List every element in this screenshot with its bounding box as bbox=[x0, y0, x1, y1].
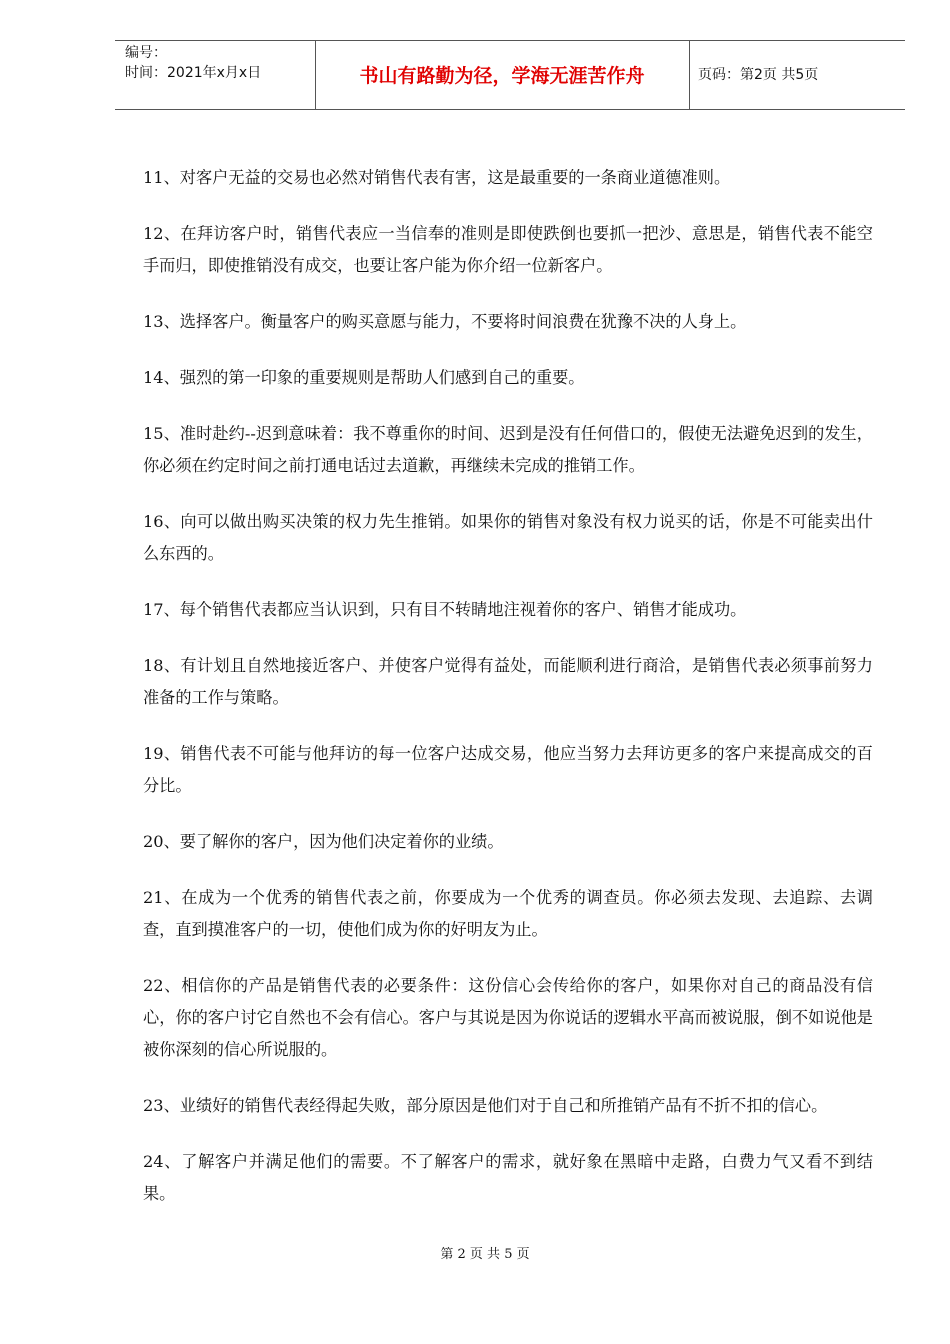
motto-text: 书山有路勤为径，学海无涯苦作舟 bbox=[359, 65, 645, 87]
paragraph: 14、强烈的第一印象的重要规则是帮助人们感到自己的重要。 bbox=[143, 368, 585, 387]
paragraph: 21、在成为一个优秀的销售代表之前，你要成为一个优秀的调查员。你必须去发现、去追踪、去调查，直到摸准客户的一切，使他们成为你的好明友为止。 bbox=[143, 888, 873, 939]
header-motto-cell bbox=[315, 41, 690, 109]
paragraph: 16、向可以做出购买决策的权力先生推销。如果你的销售对象没有权力说买的话，你是不可能卖出什么东西的。 bbox=[143, 512, 873, 563]
paragraph: 22、相信你的产品是销售代表的必要条件：这份信心会传给你的客户，如果你对自己的商品没有信心，你的客户讨它自然也不会有信心。客户与其说是因为你说话的逻辑水平高而被说服，倒不如说他是被你深刻的信心所说服的。 bbox=[143, 976, 873, 1059]
header-page-info: 页码：第2页 共5页 bbox=[698, 67, 819, 83]
paragraph: 23、业绩好的销售代表经得起失败，部分原因是他们对于自己和所推销产品有不折不扣的信心。 bbox=[143, 1096, 828, 1115]
paragraph: 11、对客户无益的交易也必然对销售代表有害，这是最重要的一条商业道德准则。 bbox=[143, 168, 731, 187]
paragraph: 18、有计划且自然地接近客户、并使客户觉得有益处，而能顺利进行商洽，是销售代表必须事前努力准备的工作与策略。 bbox=[143, 656, 873, 707]
header-page-cell bbox=[690, 41, 905, 109]
page-header bbox=[115, 40, 905, 110]
paragraph: 24、了解客户并满足他们的需要。不了解客户的需求，就好象在黑暗中走路，白费力气又看不到结果。 bbox=[143, 1152, 873, 1203]
paragraph: 13、选择客户。衡量客户的购买意愿与能力，不要将时间浪费在犹豫不决的人身上。 bbox=[143, 312, 747, 331]
number-label: 编号： bbox=[125, 45, 167, 61]
page-footer: 第 2 页 共 5 页 bbox=[440, 1247, 530, 1262]
time-label: 时间：2021年x月x日 bbox=[125, 65, 262, 81]
paragraph: 20、要了解你的客户，因为他们决定着你的业绩。 bbox=[143, 832, 504, 851]
paragraph: 15、准时赴约--迟到意味着：我不尊重你的时间、迟到是没有任何借口的，假使无法避免迟到的发生，你必须在约定时间之前打通电话过去道歉，再继续未完成的推销工作。 bbox=[143, 424, 873, 475]
document-body bbox=[143, 162, 873, 1234]
paragraph: 12、在拜访客户时，销售代表应一当信奉的准则是即使跌倒也要抓一把沙、意思是，销售代表不能空手而归，即使推销没有成交，也要让客户能为你介绍一位新客户。 bbox=[143, 224, 873, 275]
header-meta-cell bbox=[115, 41, 316, 109]
paragraph: 17、每个销售代表都应当认识到，只有目不转睛地注视着你的客户、销售才能成功。 bbox=[143, 600, 747, 619]
paragraph: 19、销售代表不可能与他拜访的每一位客户达成交易，他应当努力去拜访更多的客户来提高成交的百分比。 bbox=[143, 744, 873, 795]
